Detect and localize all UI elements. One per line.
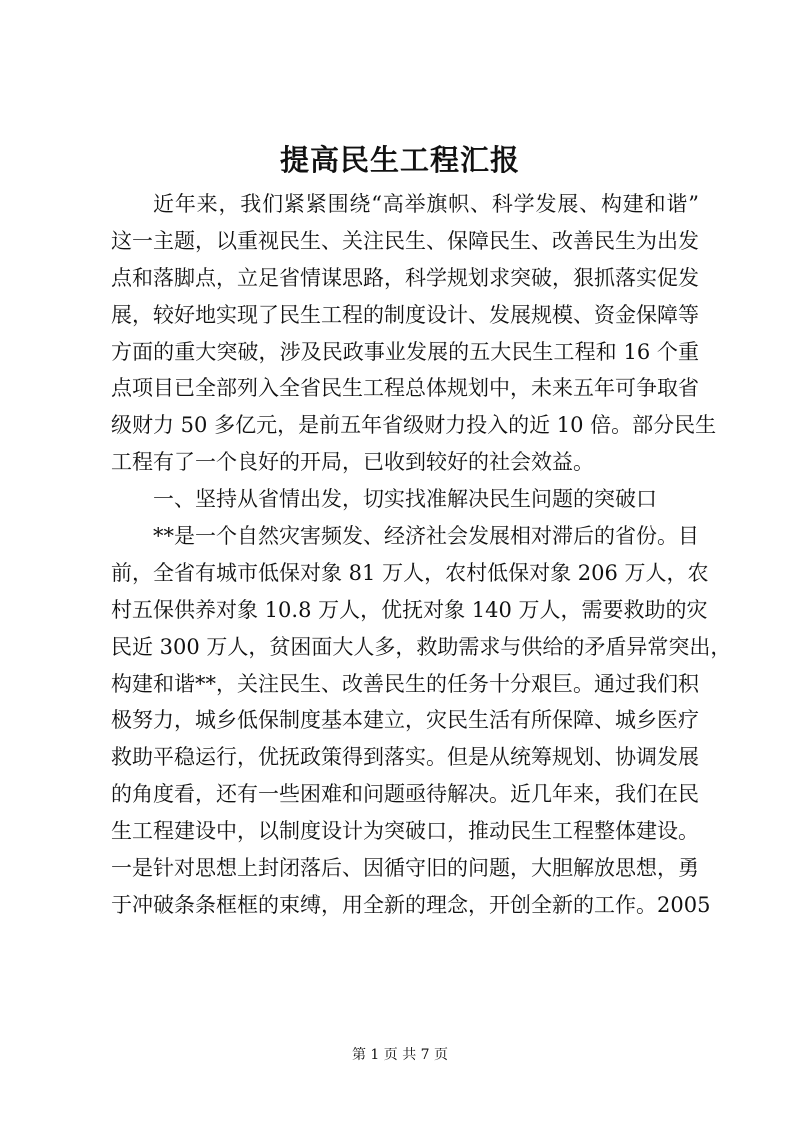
paragraph-2-line-10: 一是针对思想上封闭落后、因循守旧的问题，大胆解放思想，勇: [111, 856, 699, 881]
paragraph-1-line-4: 展，较好地实现了民生工程的制度设计、发展规模、资金保障等: [111, 302, 699, 327]
document-title: 提高民生工程汇报: [279, 143, 520, 177]
paragraph-1-line-6: 点项目已全部列入全省民生工程总体规划中，未来五年可争取省: [111, 376, 699, 401]
paragraph-1-line-8: 工程有了一个良好的开局，已收到较好的社会效益。: [111, 450, 594, 475]
page-number-footer: 第 1 页 共 7 页: [351, 1047, 449, 1063]
document-body: [111, 186, 732, 924]
paragraph-1-line-1: 近年来，我们紧紧围绕“高举旗帜、科学发展、构建和谐”: [153, 192, 699, 216]
paragraph-1-line-2: 这一主题，以重视民生、关注民生、保障民生、改善民生为出发: [111, 228, 699, 253]
paragraph-2-line-4: 民近 300 万人，贫困面大人多，救助需求与供给的矛盾异常突出，: [111, 634, 732, 659]
section-heading-1: 一、坚持从省情出发，切实找准解决民生问题的突破口: [153, 487, 657, 512]
paragraph-1-line-7: 级财力 50 多亿元，是前五年省级财力投入的近 10 倍。部分民生: [111, 413, 717, 438]
paragraph-2-line-5: 构建和谐**，关注民生、改善民生的任务十分艰巨。通过我们积: [111, 671, 699, 696]
paragraph-2-line-9: 生工程建设中，以制度设计为突破口，推动民生工程整体建设。: [111, 819, 699, 844]
paragraph-2-line-6: 极努力，城乡低保制度基本建立，灾民生活有所保障、城乡医疗: [111, 708, 699, 733]
paragraph-2-line-2: 前，全省有城市低保对象 81 万人，农村低保对象 206 万人，农: [111, 560, 709, 585]
paragraph-2-line-8: 的角度看，还有一些困难和问题亟待解决。近几年来，我们在民: [111, 782, 699, 807]
paragraph-1-line-5: 方面的重大突破，涉及民政事业发展的五大民生工程和 16 个重: [111, 339, 699, 364]
paragraph-1-line-3: 点和落脚点，立足省情谋思路，科学规划求突破，狠抓落实促发: [111, 265, 699, 290]
paragraph-2-line-7: 救助平稳运行，优抚政策得到落实。但是从统筹规划、协调发展: [111, 745, 699, 770]
paragraph-2-line-3: 村五保供养对象 10.8 万人，优抚对象 140 万人，需要救助的灾: [111, 597, 708, 622]
paragraph-2-line-11: 于冲破条条框框的束缚，用全新的理念，开创全新的工作。2005: [111, 892, 711, 917]
paragraph-2-line-1: **是一个自然灾害频发、经济社会发展相对滞后的省份。目: [153, 524, 699, 549]
